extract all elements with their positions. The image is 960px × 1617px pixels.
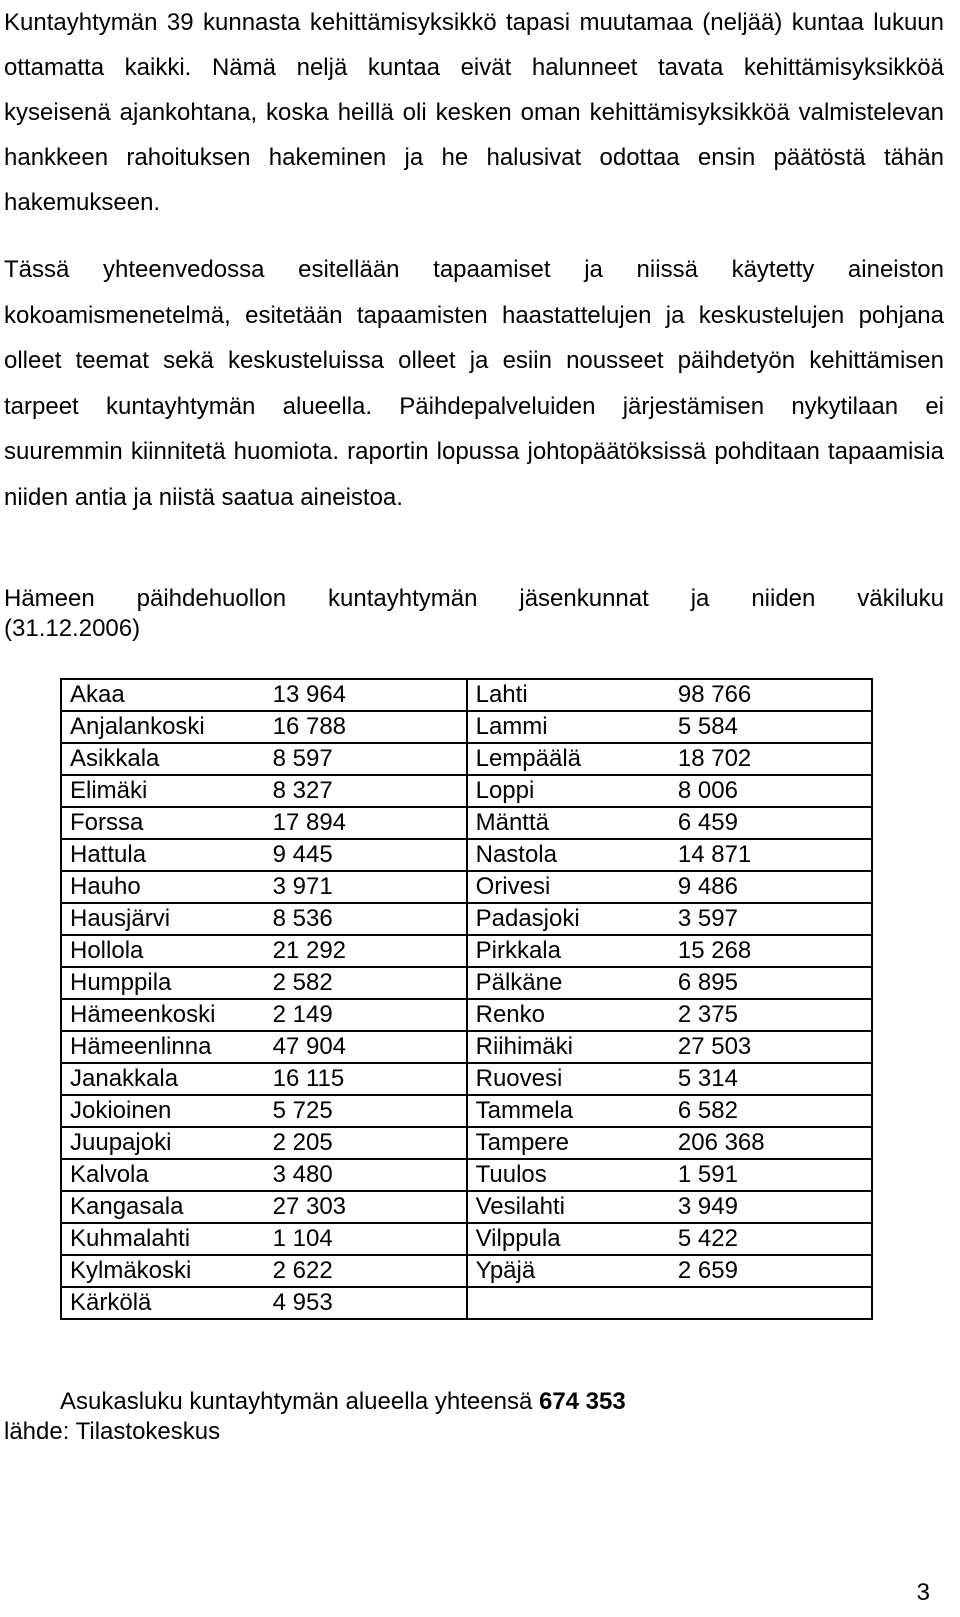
population-value: 9 486 (670, 871, 872, 903)
municipality-name: Hauho (61, 871, 265, 903)
population-value: 27 303 (265, 1191, 467, 1223)
municipality-name: Hämeenlinna (61, 1031, 265, 1063)
municipality-name: Mänttä (467, 807, 670, 839)
municipality-name: Humppila (61, 967, 265, 999)
population-value: 16 788 (265, 711, 467, 743)
population-value: 3 949 (670, 1191, 872, 1223)
municipality-name: Riihimäki (467, 1031, 670, 1063)
municipality-name: Vilppula (467, 1223, 670, 1255)
municipality-name: Kangasala (61, 1191, 265, 1223)
population-value: 27 503 (670, 1031, 872, 1063)
table-row (61, 1063, 872, 1095)
population-value: 14 871 (670, 839, 872, 871)
municipality-name: Tammela (467, 1095, 670, 1127)
population-value: 21 292 (265, 935, 467, 967)
table-row (61, 1255, 872, 1287)
population-value: 47 904 (265, 1031, 467, 1063)
municipality-name: Nastola (467, 839, 670, 871)
population-value: 8 327 (265, 775, 467, 807)
source-note: lähde: Tilastokeskus (4, 1418, 221, 1445)
table-row (61, 775, 872, 807)
table-row (61, 679, 872, 711)
table-caption-date: (31.12.2006) (4, 615, 141, 642)
table-caption: Hämeen päihdehuollon kuntayhtymän jäsenkunnat ja niiden väkiluku (4, 585, 944, 612)
municipality-name: Akaa (61, 679, 265, 711)
table-row (61, 871, 872, 903)
municipality-name: Lempäälä (467, 743, 670, 775)
municipality-population-table (60, 678, 873, 1320)
table-row (61, 711, 872, 743)
municipality-name: Tampere (467, 1127, 670, 1159)
table-row (61, 1095, 872, 1127)
municipality-name: Lahti (467, 679, 670, 711)
population-value: 2 659 (670, 1255, 872, 1287)
table-row (61, 999, 872, 1031)
municipality-name: Ypäjä (467, 1255, 670, 1287)
population-value: 3 480 (265, 1159, 467, 1191)
population-value: 6 459 (670, 807, 872, 839)
municipality-name (467, 1287, 670, 1319)
population-value: 8 597 (265, 743, 467, 775)
population-value: 13 964 (265, 679, 467, 711)
table-row (61, 1287, 872, 1319)
table-row (61, 1223, 872, 1255)
population-value: 2 622 (265, 1255, 467, 1287)
municipality-name: Asikkala (61, 743, 265, 775)
municipality-name: Hausjärvi (61, 903, 265, 935)
summary-paragraph: Tässä yhteenvedossa esitellään tapaamiset ja niissä käytetty aineiston kokoamismenetelmä, esitetään tapaamisten haastattelujen ja keskustelujen pohjana olleet teemat sekä keskusteluissa olleet ja esiin nousseet päihdetyön kehittämisen tarpeet kuntayhtymän alueella. Päihdepalveluiden järjestämisen nykytilaan ei suuremmin kiinnitetä huomiota. raportin lopussa johtopäätöksissä pohditaan tapaamisia niiden antia ja niistä saatua aineistoa. (4, 256, 944, 511)
municipality-name: Hollola (61, 935, 265, 967)
population-value: 8 536 (265, 903, 467, 935)
municipality-name: Pirkkala (467, 935, 670, 967)
population-value: 2 582 (265, 967, 467, 999)
population-value: 2 149 (265, 999, 467, 1031)
page-number: 3 (916, 1579, 930, 1606)
population-value: 6 895 (670, 967, 872, 999)
population-value: 5 725 (265, 1095, 467, 1127)
table-row (61, 839, 872, 871)
population-value: 5 314 (670, 1063, 872, 1095)
municipality-name: Kuhmalahti (61, 1223, 265, 1255)
table-row (61, 743, 872, 775)
municipality-name: Juupajoki (61, 1127, 265, 1159)
municipality-name: Jokioinen (61, 1095, 265, 1127)
population-value: 98 766 (670, 679, 872, 711)
municipality-name: Tuulos (467, 1159, 670, 1191)
population-value: 18 702 (670, 743, 872, 775)
population-value: 15 268 (670, 935, 872, 967)
municipality-name: Hämeenkoski (61, 999, 265, 1031)
municipality-name: Anjalankoski (61, 711, 265, 743)
municipality-name: Pälkäne (467, 967, 670, 999)
population-total-label: Asukasluku kuntayhtymän alueella yhteensä (60, 1388, 539, 1415)
population-value: 206 368 (670, 1127, 872, 1159)
population-value: 17 894 (265, 807, 467, 839)
municipality-name: Lammi (467, 711, 670, 743)
population-total (60, 1387, 626, 1417)
population-value: 6 582 (670, 1095, 872, 1127)
municipality-name: Loppi (467, 775, 670, 807)
population-value: 5 422 (670, 1223, 872, 1255)
municipality-name: Ruovesi (467, 1063, 670, 1095)
population-value: 16 115 (265, 1063, 467, 1095)
population-value: 2 375 (670, 999, 872, 1031)
municipality-name: Kalvola (61, 1159, 265, 1191)
population-value: 3 971 (265, 871, 467, 903)
municipality-name: Hattula (61, 839, 265, 871)
municipality-name: Elimäki (61, 775, 265, 807)
table-row (61, 1031, 872, 1063)
population-value: 3 597 (670, 903, 872, 935)
table-row (61, 903, 872, 935)
municipality-name: Vesilahti (467, 1191, 670, 1223)
population-total-value: 674 353 (538, 1388, 626, 1415)
intro-paragraph: Kuntayhtymän 39 kunnasta kehittämisyksikkö tapasi muutamaa (neljää) kuntaa lukuun ottamatta kaikki. Nämä neljä kuntaa eivät halunneet tavata kehittämisyksikköä kyseisenä ajankohtana, koska heillä oli kesken oman kehittämisyksikköä valmistelevan hankkeen rahoituksen hakeminen ja he halusivat odottaa ensin päätöstä tähän hakemukseen. (4, 9, 944, 216)
population-value: 1 104 (265, 1223, 467, 1255)
municipality-name: Janakkala (61, 1063, 265, 1095)
table-row (61, 935, 872, 967)
population-value: 1 591 (670, 1159, 872, 1191)
population-value: 2 205 (265, 1127, 467, 1159)
municipality-name: Orivesi (467, 871, 670, 903)
table-row (61, 1127, 872, 1159)
population-value: 9 445 (265, 839, 467, 871)
municipality-name: Padasjoki (467, 903, 670, 935)
table-row (61, 967, 872, 999)
municipality-name: Kylmäkoski (61, 1255, 265, 1287)
table-row (61, 807, 872, 839)
population-value: 5 584 (670, 711, 872, 743)
population-value (670, 1287, 872, 1319)
municipality-name: Kärkölä (61, 1287, 265, 1319)
municipality-name: Renko (467, 999, 670, 1031)
municipality-name: Forssa (61, 807, 265, 839)
table-row (61, 1191, 872, 1223)
population-value: 8 006 (670, 775, 872, 807)
population-value: 4 953 (265, 1287, 467, 1319)
table-body (61, 679, 872, 1319)
table-row (61, 1159, 872, 1191)
